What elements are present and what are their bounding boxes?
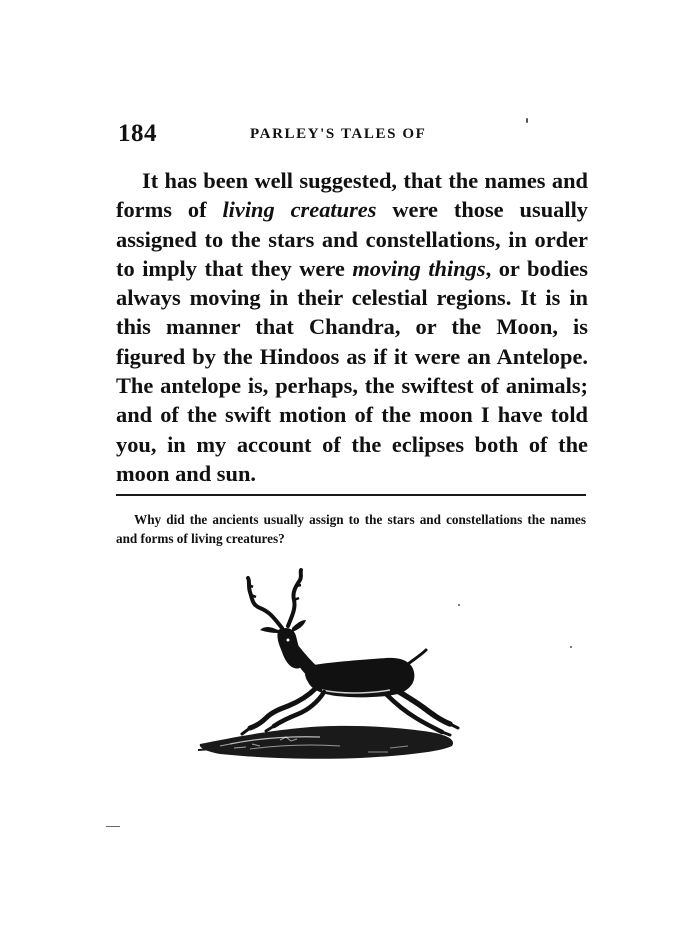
margin-mark — [106, 826, 120, 827]
body-text-italic: living creatures — [222, 197, 377, 223]
body-text-segment: It has been well suggested, that the names and forms of — [116, 168, 588, 223]
body-paragraph — [116, 166, 588, 488]
footnote-question: Why did the ancients usually assign to the stars and constellations the names and forms of living creatures? — [116, 512, 586, 546]
antelope-hind-leg — [396, 690, 450, 724]
body-text-italic: moving things — [352, 255, 486, 281]
body-text-segment: were those usually assigned to the stars and constellations, in order to imply that they were — [116, 197, 588, 281]
antelope-horn-right — [288, 570, 301, 626]
print-speck — [526, 118, 528, 123]
body-text-segment: , or bodies always moving in their celestial regions. It is in this manner that Chandra, or the Moon, is figured by the Hindoos as if it were an Antelope. The antelope is, perhaps, the swiftest of animals; and of the swift motion of the moon I have told you, in my account of the eclipses both of the moon and sun. — [116, 255, 588, 486]
leaping-antelope-icon — [190, 566, 480, 776]
page-number: 184 — [118, 120, 157, 147]
footnote-rule — [116, 494, 586, 496]
running-head: PARLEY'S TALES OF — [250, 126, 427, 142]
antelope-horn-left — [248, 578, 282, 628]
print-speck — [458, 604, 460, 606]
print-speck — [570, 646, 572, 648]
